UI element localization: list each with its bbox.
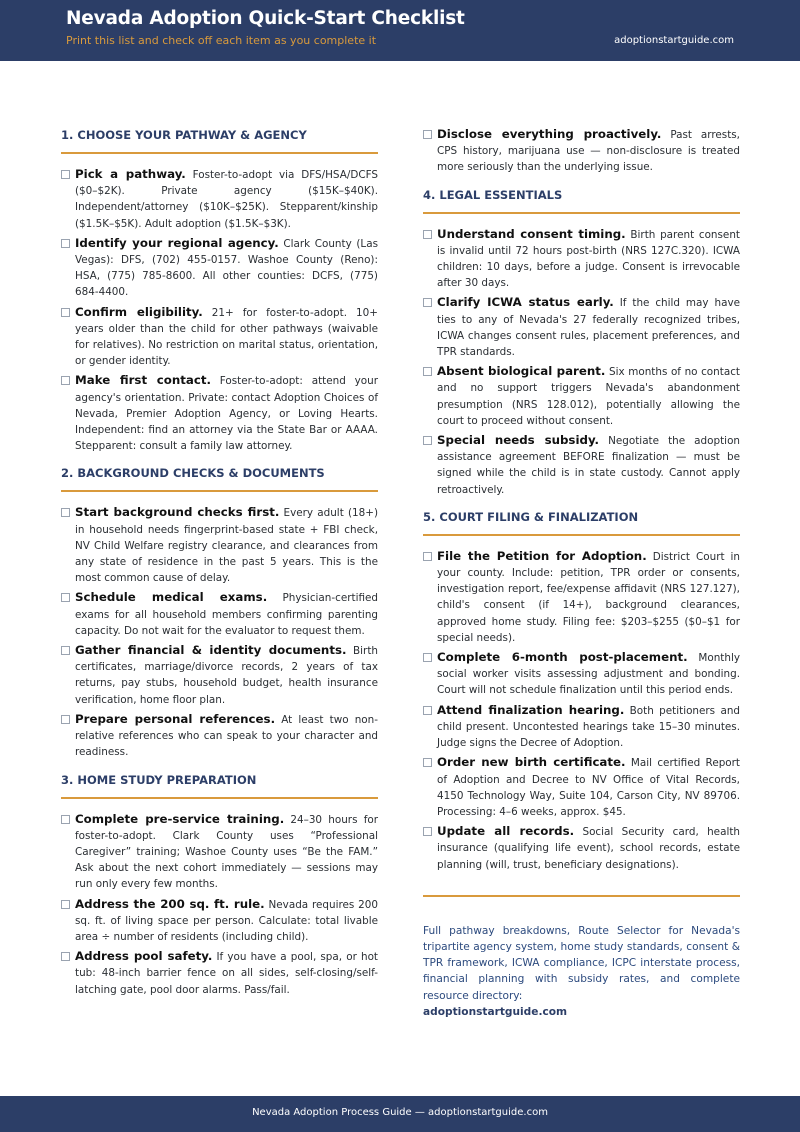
item-body: At least two non-relative references who can speak to your character and readiness. xyxy=(75,713,378,759)
item-title: Address the 200 sq. ft. rule. xyxy=(75,896,265,911)
checklist-item xyxy=(61,166,378,232)
checklist-item xyxy=(423,363,740,429)
item-body: Foster-to-adopt: attend your agency's orientation. Private: contact Adoption Choices of Nevada, Premier Adoption Agency, or Loving Hearts. Independent: find an attorney via the State Bar or AAAA. Stepparent: consult a family law attorney. xyxy=(75,375,378,453)
item-body: Social Security card, health insurance (qualifying life event), school records, estate planning (will, trust, beneficiary designations). xyxy=(437,826,740,871)
item-body: Six months of no contact and no support triggers Nevada's abandonment presumption (NRS 128.012), potentially allowing the court to proceed without consent. xyxy=(437,366,740,427)
checklist-item xyxy=(61,896,378,946)
checkbox[interactable] xyxy=(423,436,432,445)
checkbox[interactable] xyxy=(61,593,70,602)
checkbox[interactable] xyxy=(423,130,432,139)
page-subtitle: Print this list and check off each item as you complete it xyxy=(66,34,377,47)
item-title: Clarify ICWA status early. xyxy=(437,295,614,310)
item-body: Physician-certified exams for all household members confirming parenting capacity. Do not wait for the evaluator to request them. xyxy=(75,592,378,637)
section-background-checks xyxy=(61,464,378,760)
section-divider xyxy=(61,152,378,154)
right-column xyxy=(423,126,740,1020)
item-body: Birth certificates, marriage/divorce records, 2 years of tax returns, pay stubs, household budget, health insurance verification, home floor plan. xyxy=(75,645,378,706)
checkbox[interactable] xyxy=(61,170,70,179)
item-title: Make first contact. xyxy=(75,373,211,388)
checklist-item xyxy=(423,649,740,699)
item-body: If the child may have ties to any of Nevada's 27 federally recognized tribes, ICWA changes consent rules, placement preferences, and TPR standards. xyxy=(437,297,740,359)
item-title: Special needs subsidy. xyxy=(437,433,600,448)
section-title: 4. LEGAL ESSENTIALS xyxy=(423,187,563,202)
item-body: Mail certified Report of Adoption and Decree to NV Office of Vital Records, 4150 Technology Way, Suite 104, Carson City, NV 89706. Processing: 4–6 weeks, approx. $45. xyxy=(437,757,741,818)
checklist-item xyxy=(61,304,378,370)
checkbox[interactable] xyxy=(423,552,432,561)
left-column xyxy=(61,126,378,1008)
checklist-item xyxy=(61,711,378,761)
checkbox[interactable] xyxy=(61,376,70,385)
section-divider xyxy=(61,797,378,799)
checkbox[interactable] xyxy=(61,508,70,517)
item-title: Gather financial & identity documents. xyxy=(75,643,347,658)
checklist-item xyxy=(423,294,740,360)
page-header xyxy=(0,0,800,61)
checklist-item xyxy=(423,702,740,752)
checklist-item xyxy=(61,589,378,639)
item-title: Complete 6-month post-placement. xyxy=(437,650,688,665)
checkbox[interactable] xyxy=(423,653,432,662)
item-title: Prepare personal references. xyxy=(75,711,276,726)
checklist-item xyxy=(423,754,740,820)
section-legal xyxy=(423,186,740,498)
item-body: Monthly social worker visits assessing adjustment and bonding. Court will not schedule finalization until this period ends. xyxy=(437,652,740,697)
item-title: Understand consent timing. xyxy=(437,226,626,241)
section-title: 1. CHOOSE YOUR PATHWAY & AGENCY xyxy=(61,128,307,142)
checkbox[interactable] xyxy=(423,758,432,767)
promo-block xyxy=(423,923,740,1020)
checkbox[interactable] xyxy=(61,239,70,248)
checklist-item xyxy=(61,642,378,708)
item-title: Complete pre-service training. xyxy=(75,811,285,826)
checkbox[interactable] xyxy=(423,367,432,376)
checkbox[interactable] xyxy=(61,715,70,724)
header-url[interactable]: adoptionstartguide.com xyxy=(614,35,734,46)
checkbox[interactable] xyxy=(423,298,432,307)
checkbox[interactable] xyxy=(61,308,70,317)
item-body: Nevada requires 200 sq. ft. of living space per person. Calculate: total livable area ÷ number of residents (including child). xyxy=(75,898,379,943)
checklist-item xyxy=(423,548,740,646)
item-body: 21+ for foster-to-adopt. 10+ years older than the child for other pathways (waivable for relatives). No restriction on marital status, orientation, or gender identity. xyxy=(75,306,378,368)
item-title: Absent biological parent. xyxy=(437,364,606,379)
checklist-item xyxy=(423,823,740,873)
checklist-item xyxy=(61,948,378,998)
item-title: Schedule medical exams. xyxy=(75,590,268,605)
checklist-item xyxy=(61,235,378,301)
item-body: Negotiate the adoption assistance agreement BEFORE finalization — must be signed while the child is in state custody. Cannot apply retroactively. xyxy=(437,435,741,496)
item-body: Clark County (Las Vegas): DFS, (702) 455-0157. Washoe County (Reno): HSA, (775) 785-8600. All other counties: DCFS, (775) 684-4400. xyxy=(75,237,378,299)
section-title: 3. HOME STUDY PREPARATION xyxy=(61,772,257,787)
checklist-item xyxy=(61,504,378,586)
item-title: Disclose everything proactively. xyxy=(437,127,662,141)
checklist-item xyxy=(61,372,378,454)
item-title: Confirm eligibility. xyxy=(75,304,203,319)
checklist-item xyxy=(423,126,740,176)
item-title: Update all records. xyxy=(437,824,575,839)
checkbox[interactable] xyxy=(61,815,70,824)
item-title: Attend finalization hearing. xyxy=(437,702,625,717)
section-divider xyxy=(423,534,740,536)
checkbox[interactable] xyxy=(61,952,70,961)
checklist-item xyxy=(423,226,740,292)
item-body: 24–30 hours for foster-to-adopt. Clark County uses “Professional Caregiver” training; Washoe County uses “Be the FAM.” Ask about the next cohort immediately — sessions may run only every few months. xyxy=(75,813,378,891)
page-footer: Nevada Adoption Process Guide — adoptionstartguide.com xyxy=(0,1096,800,1132)
item-body: Past arrests, CPS history, marijuana use — non-disclosure is treated more seriously than the underlying issue. xyxy=(437,129,740,174)
section-divider xyxy=(423,212,740,214)
item-title: Order new birth certificate. xyxy=(437,755,626,770)
page-title: Nevada Adoption Quick-Start Checklist xyxy=(66,8,465,29)
section-court xyxy=(423,508,740,873)
item-title: Address pool safety. xyxy=(75,949,213,964)
item-body: Birth parent consent is invalid until 72 hours post-birth (NRS 127C.320). ICWA children: 10 days, before a judge. Consent is irrevocable after 30 days. xyxy=(437,228,740,290)
promo-link[interactable]: adoptionstartguide.com xyxy=(423,1005,568,1018)
checkbox[interactable] xyxy=(423,230,432,239)
checklist-item xyxy=(61,811,378,893)
section-title: 2. BACKGROUND CHECKS & DOCUMENTS xyxy=(61,466,325,481)
item-body: District Court in your county. Include: petition, TPR order or consents, investigation report, fee/expense affidavit (NRS 127.127), child's consent (if 14+), background clearances, approved home study. Filing fee: $203–$255 ($0–$1 for special needs). xyxy=(437,550,740,644)
checklist-item xyxy=(423,432,740,498)
checkbox[interactable] xyxy=(61,646,70,655)
item-body: Every adult (18+) in household needs fingerprint-based state + FBI check, NV Child Welfare registry clearance, and clearances from any state of residence in the past 5 years. This is the most common cause of delay. xyxy=(75,507,378,585)
section-pathway xyxy=(61,126,378,454)
item-title: Start background checks first. xyxy=(75,505,280,520)
item-body: If you have a pool, spa, or hot tub: 48-inch barrier fence on all sides, self-closing/self-latching gate, pool door alarms. Pass/fail. xyxy=(75,951,379,996)
closing-divider xyxy=(423,895,740,897)
item-body: Both petitioners and child present. Uncontested hearings take 15–30 minutes. Judge signs the Decree of Adoption. xyxy=(437,704,740,750)
item-title: Identify your regional agency. xyxy=(75,235,279,250)
section-title: 5. COURT FILING & FINALIZATION xyxy=(423,509,639,524)
item-body: Foster-to-adopt via DFS/HSA/DCFS ($0–$2K). Private agency ($15K–$40K). Independent/attorney ($10K–$25K). Stepparent/kinship ($1.5K–$5K). Adult adoption ($1.5K–$3K). xyxy=(75,169,378,230)
section-divider xyxy=(61,490,378,492)
checkbox[interactable] xyxy=(423,827,432,836)
section-home-study xyxy=(61,771,378,998)
item-title: File the Petition for Adoption. xyxy=(437,548,647,563)
promo-text: Full pathway breakdowns, Route Selector for Nevada's tripartite agency system, home study standards, consent & TPR framework, ICWA compliance, ICPC interstate process, financial planning with subsidy rates, and complete resource directory: xyxy=(423,924,740,1002)
item-title: Pick a pathway. xyxy=(75,167,186,181)
checkbox[interactable] xyxy=(61,900,70,909)
checkbox[interactable] xyxy=(423,706,432,715)
